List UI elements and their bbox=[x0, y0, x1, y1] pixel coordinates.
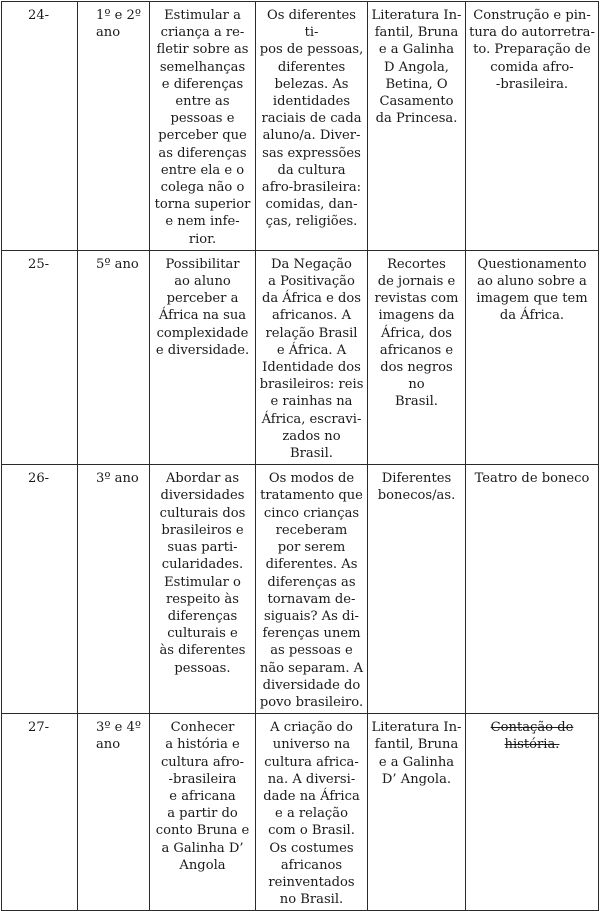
activity-cell: Construção e pin- tura do autorretra- to. Preparação de comida afro- -brasileira. bbox=[466, 2, 599, 251]
objective-cell: Abordar as diversidades culturais dos brasileiros e suas parti- cularidades. Estimular o respeito às diferenças culturais e às diferentes pessoas. bbox=[150, 465, 256, 714]
activity-cell: Questionamento ao aluno sobre a imagem que tem da África. bbox=[466, 250, 599, 464]
resources-cell: Literatura In- fantil, Bruna e a Galinha D’ Angola. bbox=[368, 714, 466, 911]
activity-cell: Contação de história. bbox=[466, 714, 599, 911]
table-row bbox=[2, 465, 599, 714]
resources-cell: Literatura In- fantil, Bruna e a Galinha D Angola, Betina, O Casamento da Princesa. bbox=[368, 2, 466, 251]
table-row bbox=[2, 714, 599, 911]
lesson-plan-table bbox=[1, 1, 599, 911]
activity-number: 27- bbox=[2, 714, 78, 911]
table-row bbox=[2, 2, 599, 251]
content-cell: A criação do universo na cultura africa- na. A diversi- dade na África e a relação com o Brasil. Os costumes africanos reinventados no Brasil. bbox=[256, 714, 368, 911]
content-cell: Os modos de tratamento que cinco crianças receberam por serem diferentes. As diferenças as tornavam de- siguais? As di- ferenças unem as pessoas e não separam. A diversidade do povo brasileiro. bbox=[256, 465, 368, 714]
table-row bbox=[2, 250, 599, 464]
objective-cell: Conhecer a história e cultura afro- -brasileira e africana a partir do conto Bruna e a Galinha D’ Angola bbox=[150, 714, 256, 911]
school-year: 5º ano bbox=[78, 250, 150, 464]
activity-number: 24- bbox=[2, 2, 78, 251]
content-cell: Os diferentes ti- pos de pessoas, diferentes belezas. As identidades raciais de cada aluno/a. Diver- sas expressões da cultura afro-brasileira: comidas, dan- ças, religiões. bbox=[256, 2, 368, 251]
school-year: 1º e 2º ano bbox=[78, 2, 150, 251]
activity-cell: Teatro de boneco bbox=[466, 465, 599, 714]
resources-cell: Diferentes bonecos/as. bbox=[368, 465, 466, 714]
objective-cell: Estimular a criança a re- fletir sobre as semelhanças e diferenças entre as pessoas e perceber que as diferenças entre ela e o colega não o torna superior e nem infe- rior. bbox=[150, 2, 256, 251]
school-year: 3º e 4º ano bbox=[78, 714, 150, 911]
activity-number: 25- bbox=[2, 250, 78, 464]
school-year: 3º ano bbox=[78, 465, 150, 714]
content-cell: Da Negação a Positivação da África e dos africanos. A relação Brasil e África. A Identidade dos brasileiros: reis e rainhas na África, escravi- zados no Brasil. bbox=[256, 250, 368, 464]
objective-cell: Possibilitar ao aluno perceber a África na sua complexidade e diversidade. bbox=[150, 250, 256, 464]
resources-cell: Recortes de jornais e revistas com imagens da África, dos africanos e dos negros no Brasil. bbox=[368, 250, 466, 464]
activity-number: 26- bbox=[2, 465, 78, 714]
